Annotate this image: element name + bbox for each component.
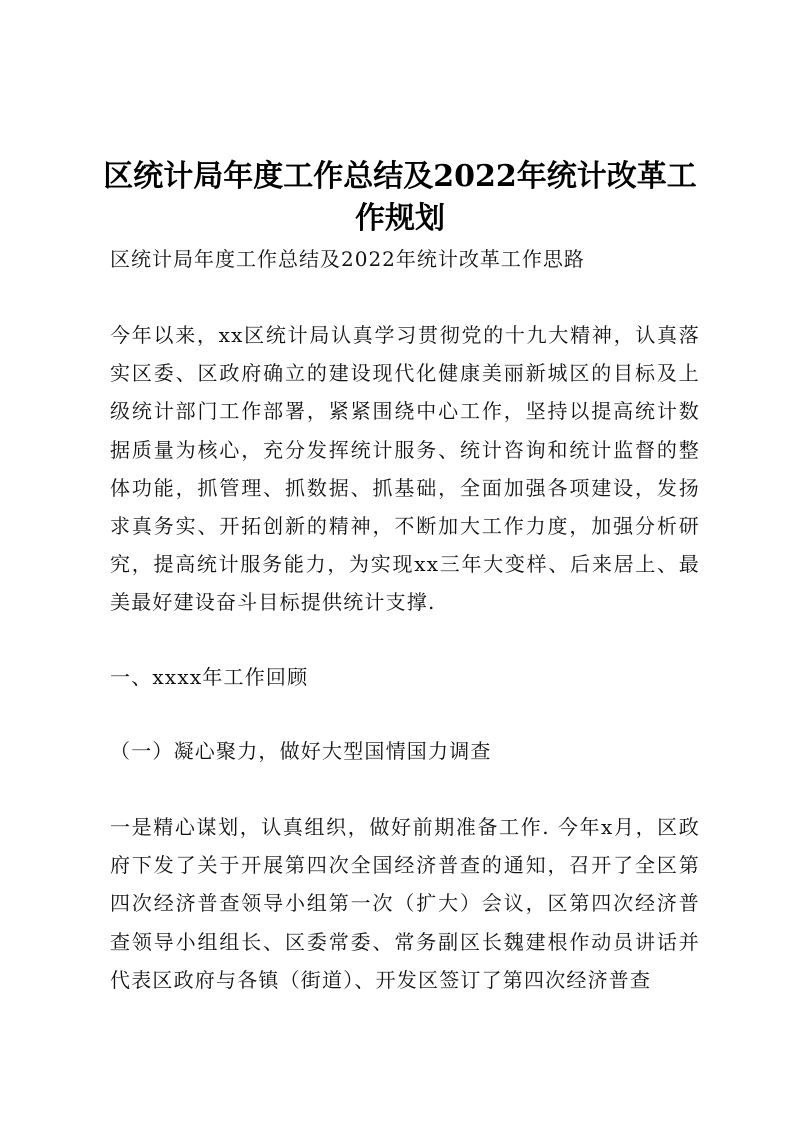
document-subtitle: 区统计局年度工作总结及2022年统计改革工作思路 <box>110 247 585 271</box>
intro-paragraph: 今年以来，xx区统计局认真学习贯彻党的十九大精神，认真落实区委、区政府确立的建设现代化健康美丽新城区的目标及上级统计部门工作部署，紧紧围绕中心工作，坚持以提高统计数据质量为核心，充分发挥统计服务、统计咨询和统计监督的整体功能，抓管理、抓数据、抓基础，全面加强各项建设，发扬求真务实、开拓创新的精神，不断加大工作力度，加强分析研究，提高统计服务能力，为实现xx三年大变样、后来居上、最美最好建设奋斗目标提供统计支撑. <box>110 323 700 615</box>
body-paragraph: 一是精心谋划，认真组织，做好前期准备工作. 今年x月，区政府下发了关于开展第四次全国经济普查的通知，召开了全区第四次经济普查领导小组第一次（扩大）会议，区第四次经济普查领导小组组长、区委常委、常务副区长魏建根作动员讲话并代表区政府与各镇（街道）、开发区签订了第四次经济普查 <box>110 815 700 992</box>
section-heading: 一、xxxx年工作回顾 <box>110 665 309 689</box>
subsection-heading: （一）凝心聚力，做好大型国情国力调查 <box>110 739 492 763</box>
document-title: 区统计局年度工作总结及2022年统计改革工作规划 <box>103 159 697 236</box>
